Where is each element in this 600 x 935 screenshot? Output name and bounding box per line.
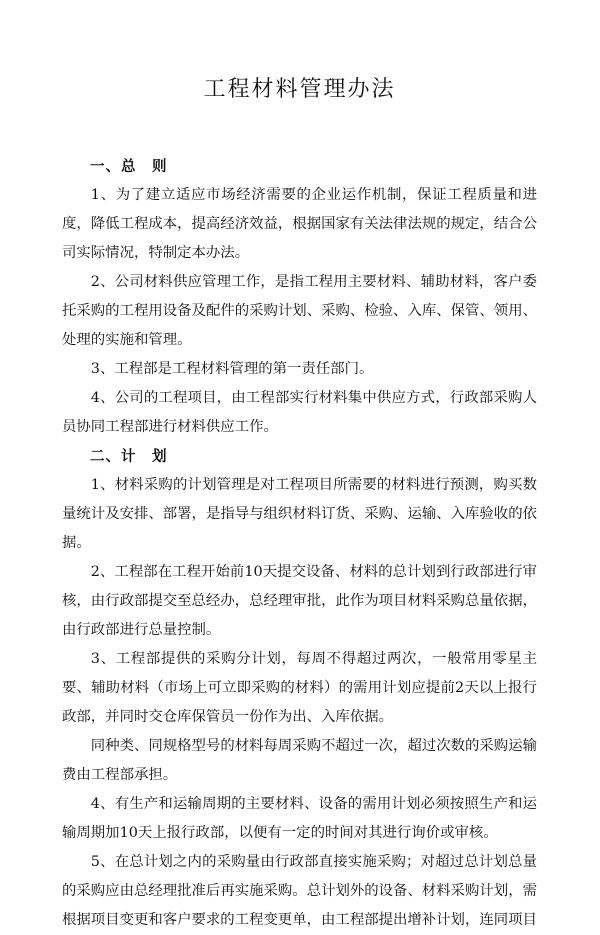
paragraph: 1、材料采购的计划管理是对工程项目所需要的材料进行预测，购买数量统计及安排、部署，是指导与组织材料订货、采购、运输、入库验收的依据。 (62, 477, 537, 551)
section-heading: 二、计 划 (90, 448, 168, 465)
paragraph: 2、公司材料供应管理工作，是指工程用主要材料、辅助材料，客户委托采购的工程用设备及配件的采购计划、采购、检验、入库、保管、领用、处理的实施和管理。 (62, 274, 537, 348)
paragraph: 5、在总计划之内的采购量由行政部直接实施采购；对超过总计划总量的采购应由总经理批准后再实施采购。总计划外的设备、材料采购计划，需根据项目变更和客户要求的工程变更单，由工程部提出增补计划，连同项目 (62, 854, 537, 928)
paragraph: 3、工程部是工程材料管理的第一责任部门。 (90, 361, 374, 377)
section-plan (62, 442, 537, 935)
paragraph: 3、工程部提供的采购分计划，每周不得超过两次，一般常用零星主要、辅助材料（市场上可立即采购的材料）的需用计划应提前2天以上报行政部，并同时交仓库保管员一份作为出、入库依据。 (62, 651, 537, 725)
section-general (62, 152, 537, 442)
paragraph: 2、工程部在工程开始前10天提交设备、材料的总计划到行政部进行审核，由行政部提交至总经办，总经理审批，此作为项目材料采购总量依据，由行政部进行总量控制。 (62, 564, 537, 638)
document-body (62, 152, 537, 935)
paragraph: 1、为了建立适应市场经济需要的企业运作机制，保证工程质量和进度，降低工程成本，提高经济效益，根据国家有关法律法规的规定，结合公司实际情况，特制定本办法。 (62, 187, 537, 261)
section-heading: 一、总 则 (90, 158, 168, 175)
paragraph: 4、公司的工程项目，由工程部实行材料集中供应方式，行政部采购人员协同工程部进行材料供应工作。 (62, 390, 537, 435)
paragraph: 同种类、同规格型号的材料每周采购不超过一次，超过次数的采购运输费由工程部承担。 (62, 738, 537, 783)
paragraph: 4、有生产和运输周期的主要材料、设备的需用计划必须按照生产和运输周期加10天上报行政部，以便有一定的时间对其进行询价或审核。 (62, 796, 537, 841)
document-title: 工程材料管理办法 (203, 77, 396, 102)
